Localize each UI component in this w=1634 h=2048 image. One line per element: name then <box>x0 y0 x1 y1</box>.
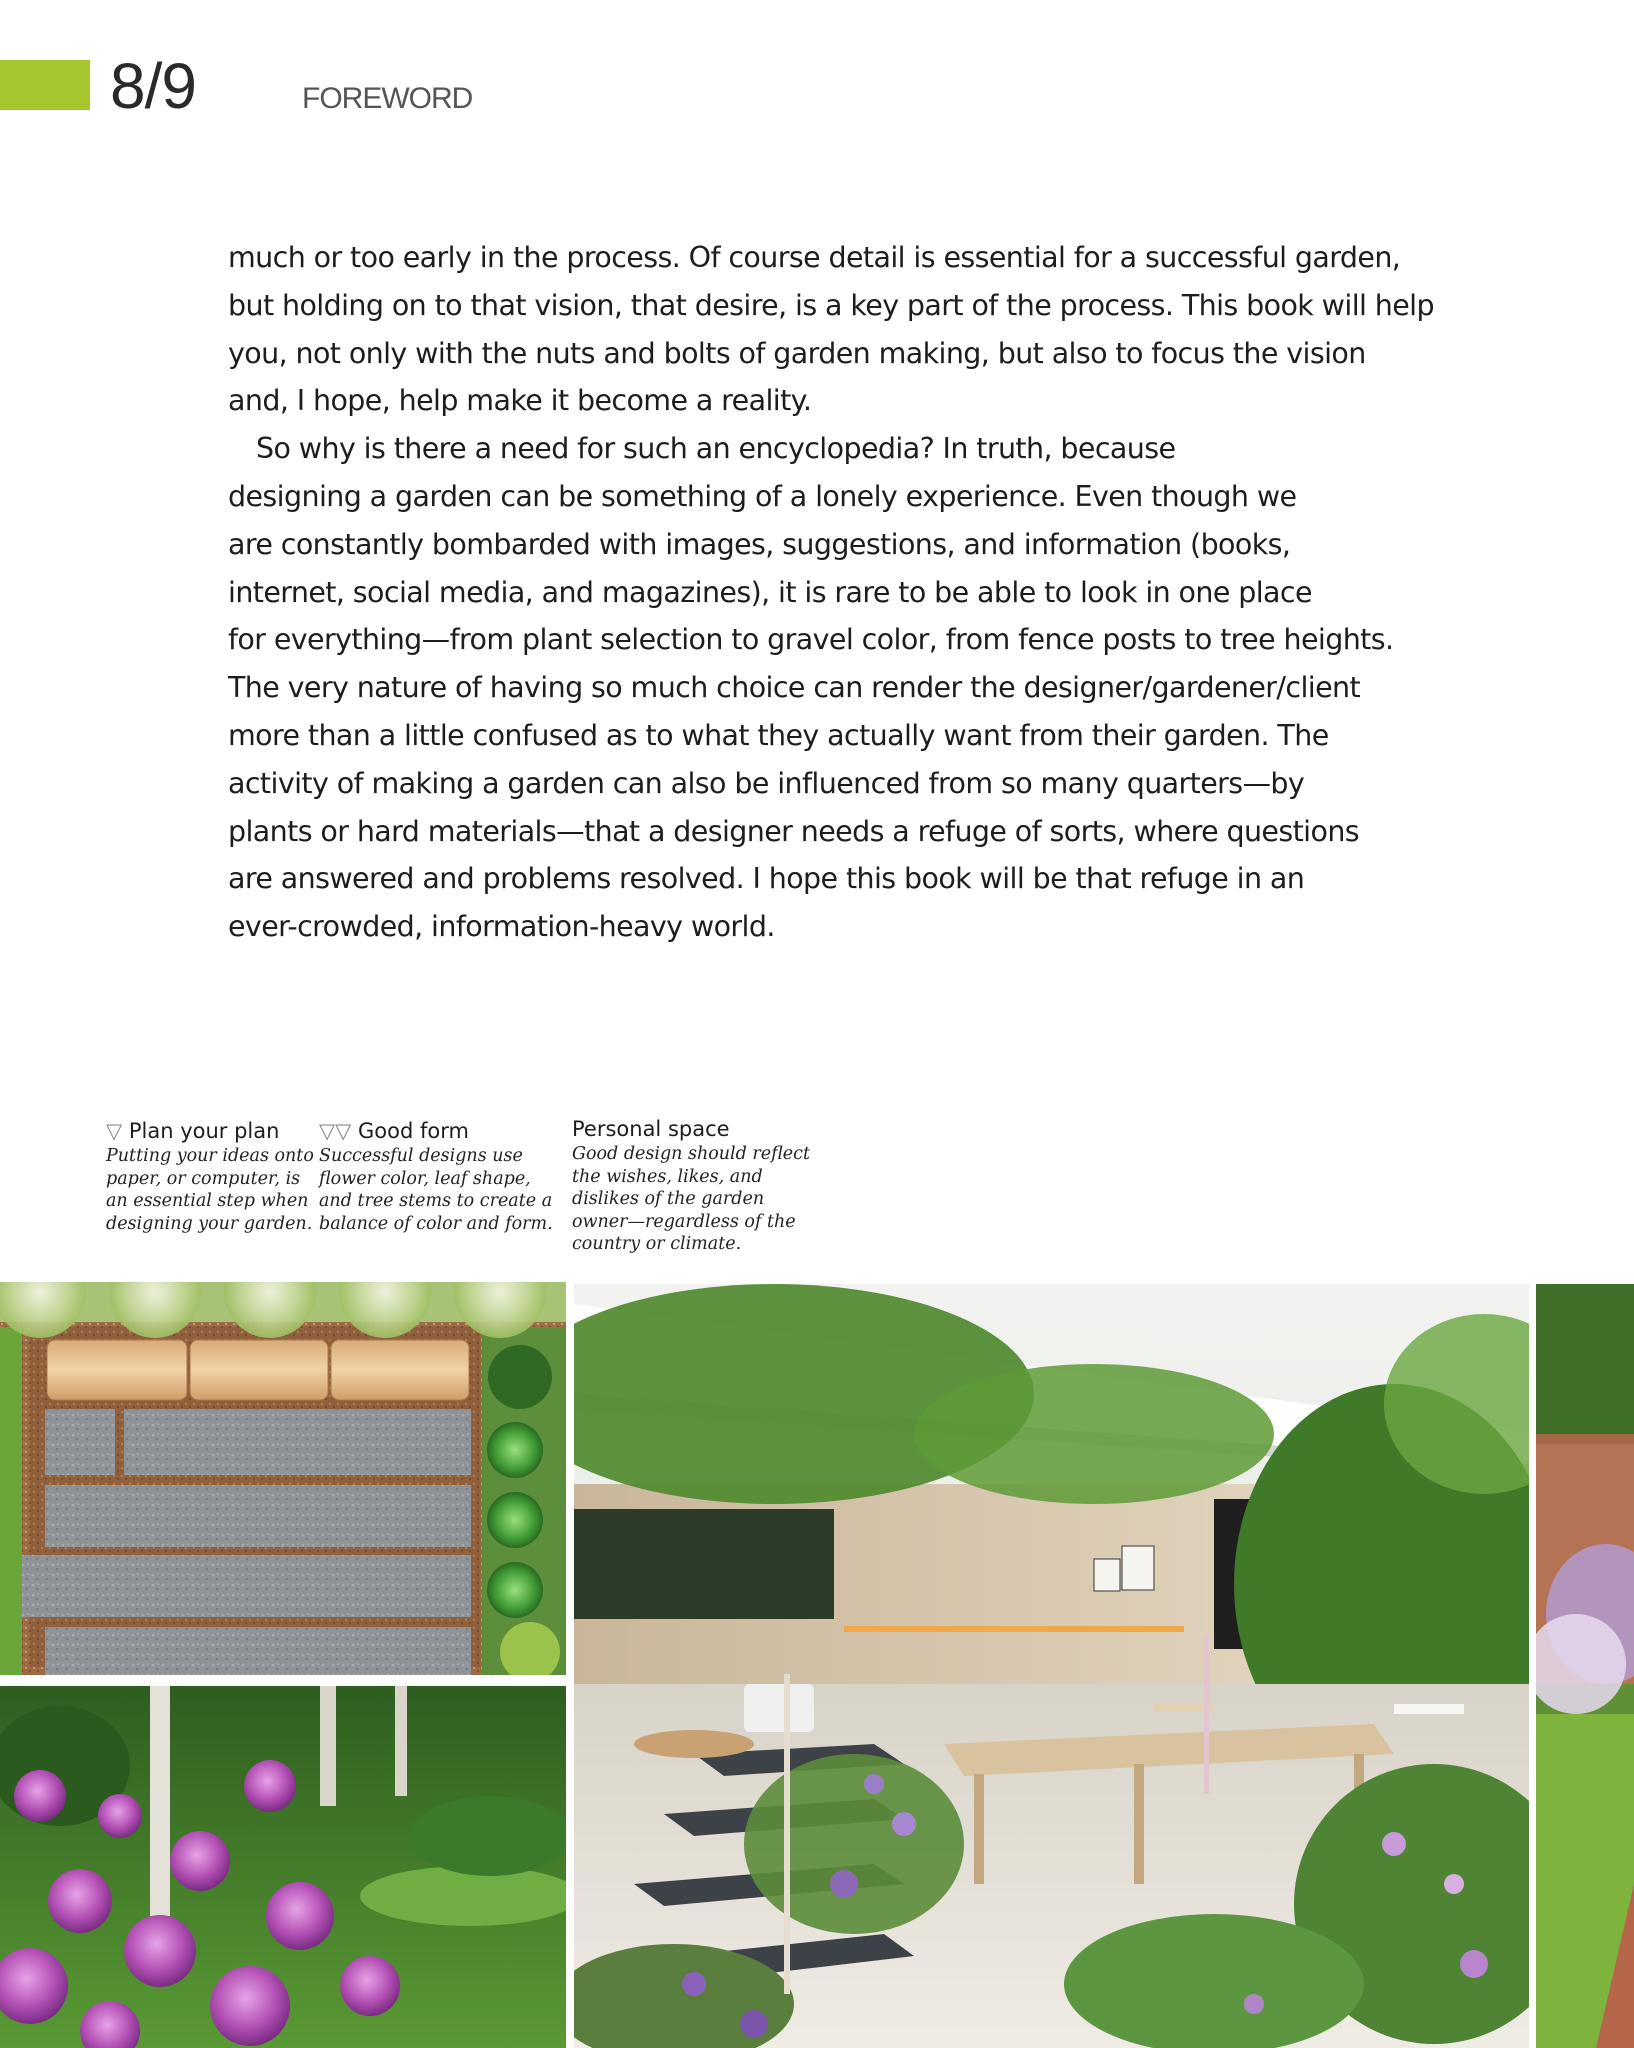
caption-line: owner—regardless of the <box>572 1211 796 1232</box>
caption-line: Good design should reflect <box>572 1144 810 1164</box>
caption-line: paper, or computer, is <box>106 1168 301 1189</box>
caption-line: the wishes, likes, and <box>572 1166 763 1187</box>
caption-line: balance of color and form. <box>319 1213 553 1234</box>
side-garden-photo <box>1536 1284 1634 2048</box>
body-line: designing a garden can be something of a lonely experience. Even though we <box>228 479 1297 513</box>
allium-garden-photo <box>0 1686 566 2048</box>
caption-personal-space <box>572 1116 810 1256</box>
body-line: activity of making a garden can also be influenced from so many quarters—by <box>228 766 1305 800</box>
caption-plan-your-plan <box>106 1118 314 1235</box>
caption-title <box>106 1118 314 1145</box>
caption-line: country or climate. <box>572 1234 742 1254</box>
body-line: more than a little confused as to what they actually want from their garden. The <box>228 718 1329 752</box>
body-line: for everything—from plant selection to gravel color, from fence posts to tree heights. <box>228 623 1394 657</box>
body-line: So why is there a need for such an encyclopedia? In truth, because <box>256 432 1176 466</box>
caption-line: flower color, leaf shape, <box>319 1168 531 1189</box>
body-line: are answered and problems resolved. I hope this book will be that refuge in an <box>228 862 1305 896</box>
caption-line: Putting your ideas onto <box>106 1146 314 1166</box>
body-line: are constantly bombarded with images, suggestions, and information (books, <box>228 527 1291 561</box>
caption-good-form <box>319 1118 553 1235</box>
caption-title: Personal space <box>572 1117 730 1141</box>
caption-title <box>319 1118 553 1145</box>
accent-bar <box>0 60 90 110</box>
garden-plan-illustration <box>0 1282 566 1675</box>
body-line: and, I hope, help make it become a reality. <box>228 384 812 418</box>
caption-line: designing your garden. <box>106 1213 313 1234</box>
section-title: FOREWORD <box>302 82 473 115</box>
body-line: ever-crowded, information-heavy world. <box>228 910 775 944</box>
body-text <box>228 234 1518 951</box>
caption-line: dislikes of the garden <box>572 1189 765 1209</box>
page-number: 8/9 <box>110 50 196 122</box>
body-line: but holding on to that vision, that desire, is a key part of the process. This book will help <box>228 288 1434 322</box>
caption-line: an essential step when <box>106 1191 309 1211</box>
body-line: internet, social media, and magazines), it is rare to be able to look in one place <box>228 575 1312 609</box>
triangle-icon: ▽ <box>106 1119 123 1143</box>
caption-title-text: Good form <box>358 1119 469 1143</box>
caption-title-text: Plan your plan <box>128 1119 280 1143</box>
body-line: plants or hard materials—that a designer needs a refuge of sorts, where questions <box>228 814 1360 848</box>
body-line: you, not only with the nuts and bolts of garden making, but also to focus the vision <box>228 336 1366 370</box>
body-line: much or too early in the process. Of course detail is essential for a successful garden, <box>228 241 1401 274</box>
double-triangle-icon: ▽▽ <box>319 1119 352 1143</box>
pergola-garden-photo <box>574 1284 1529 2048</box>
caption-line: Successful designs use <box>319 1146 523 1166</box>
body-line: The very nature of having so much choice can render the designer/gardener/client <box>228 671 1361 705</box>
caption-line: and tree stems to create a <box>319 1191 553 1211</box>
